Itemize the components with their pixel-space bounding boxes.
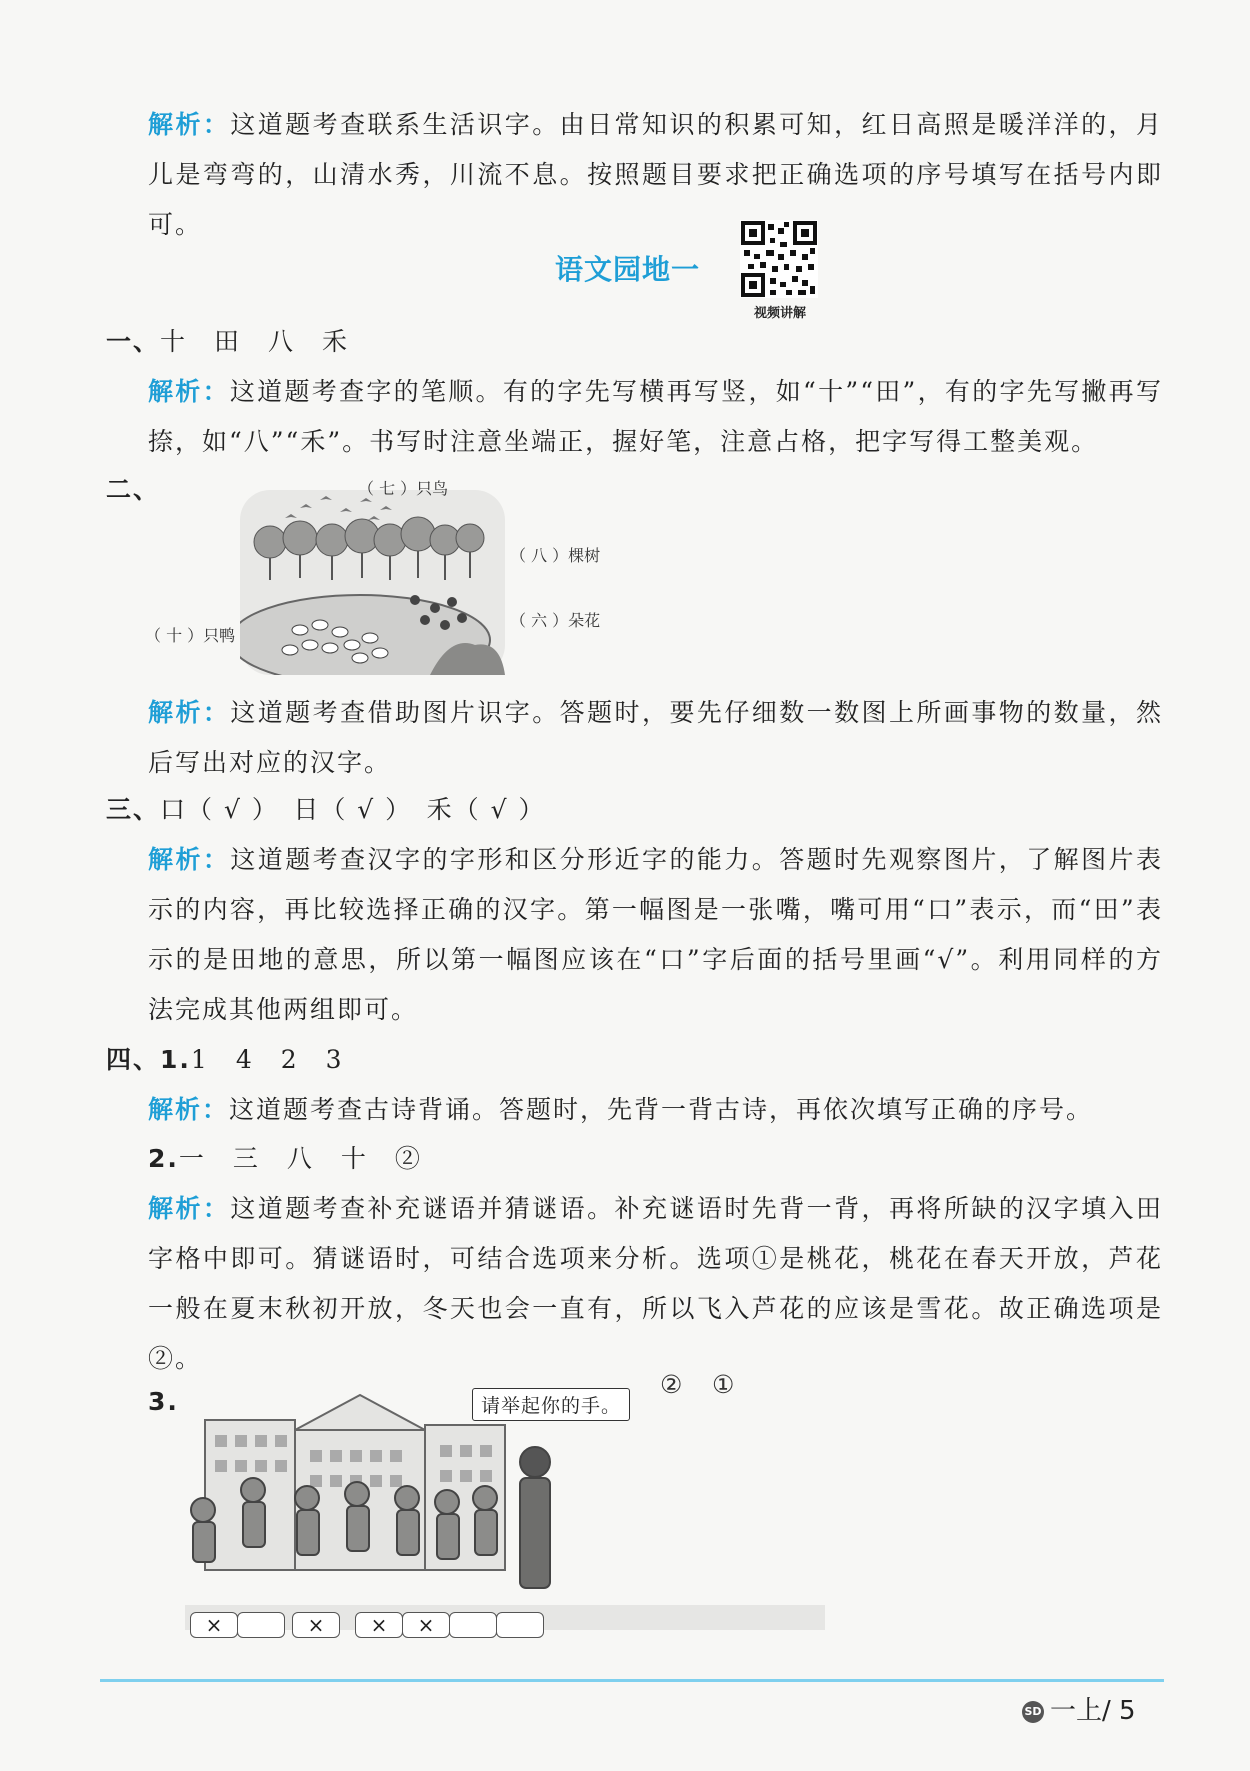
q4-sub1-analysis bbox=[148, 1085, 1163, 1135]
q2-analysis-text: 这道题考查借助图片识字。答题时，要先仔细数一数图上所画事物的数量，然后写出对应的汉字。 bbox=[148, 698, 1163, 777]
birds-count-label: （ 七 ）只鸟 bbox=[358, 479, 449, 498]
q4-sub2-number: 2. bbox=[148, 1144, 179, 1173]
sd-badge-icon: SD bbox=[1022, 1701, 1044, 1723]
q4-sub2-answer bbox=[148, 1139, 422, 1179]
circled-number-2: ② bbox=[660, 1370, 683, 1399]
q4-number: 四、 bbox=[106, 1045, 161, 1074]
intro-analysis bbox=[148, 100, 1163, 250]
answer-box[interactable] bbox=[449, 1612, 497, 1638]
answer-box[interactable] bbox=[496, 1612, 544, 1638]
page-number: 一上/ 5 bbox=[1050, 1696, 1136, 1726]
q1-analysis bbox=[148, 367, 1163, 467]
speech-bubble: 请举起你的手。 bbox=[472, 1388, 630, 1421]
q4-sub3-number-line bbox=[148, 1382, 179, 1422]
q3-answer-text: 口（ √ ） 日（ √ ） 禾（ √ ） bbox=[160, 795, 546, 824]
q4-sub1-number: 1. bbox=[160, 1045, 191, 1074]
q1-number: 一、 bbox=[106, 327, 161, 356]
trees-count-label: （ 八 ）棵树 bbox=[510, 546, 601, 565]
circled-number-1: ① bbox=[712, 1370, 735, 1399]
analysis-label: 解析： bbox=[148, 110, 231, 139]
park-scene-illustration bbox=[240, 490, 505, 675]
q4-sub2-answer-text: 一 三 八 十 ② bbox=[178, 1144, 422, 1173]
q2-analysis bbox=[148, 688, 1163, 788]
section-title: 语文园地一 bbox=[555, 253, 701, 286]
q1-answer bbox=[106, 322, 349, 362]
analysis-label: 解析： bbox=[148, 1095, 230, 1124]
q4-sub2-analysis-text: 这道题考查补充谜语并猜谜语。补充谜语时先背一背，再将所缺的汉字填入田字格中即可。猜谜语时，可结合选项来分析。选项①是桃花，桃花在春天开放，芦花一般在夏末秋初开放，冬天也会一直有，所以飞入芦花的应该是雪花。故正确选项是②。 bbox=[148, 1194, 1163, 1373]
q1-analysis-text: 这道题考查字的笔顺。有的字先写横再写竖，如“十”“田”，有的字先写撇再写捺，如“八”“禾”。书写时注意坐端正，握好笔，注意占格，把字写得工整美观。 bbox=[148, 377, 1163, 456]
q1-answer-text: 十 田 八 禾 bbox=[160, 327, 350, 356]
intro-analysis-text: 这道题考查联系生活识字。由日常知识的积累可知，红日高照是暖洋洋的，月儿是弯弯的，山清水秀，川流不息。按照题目要求把正确选项的序号填写在括号内即可。 bbox=[148, 110, 1163, 239]
q2-number: 二、 bbox=[106, 475, 161, 504]
answer-box[interactable]: × bbox=[190, 1612, 238, 1638]
q4-sub1-analysis-text: 这道题考查古诗背诵。答题时，先背一背古诗，再依次填写正确的序号。 bbox=[229, 1095, 1094, 1124]
classroom-scene-illustration bbox=[185, 1390, 825, 1630]
answer-box[interactable]: × bbox=[355, 1612, 403, 1638]
qr-code-icon[interactable] bbox=[740, 220, 818, 298]
q3-number: 三、 bbox=[106, 795, 161, 824]
q2-number-line bbox=[106, 470, 160, 510]
q3-analysis-text: 这道题考查汉字的字形和区分形近字的能力。答题时先观察图片，了解图片表示的内容，再比较选择正确的汉字。第一幅图是一张嘴，嘴可用“口”表示，而“田”表示的是田地的意思，所以第一幅图应该在“口”字后面的括号里画“√”。利用同样的方法完成其他两组即可。 bbox=[148, 845, 1163, 1024]
answer-box[interactable] bbox=[237, 1612, 285, 1638]
page-footer bbox=[1022, 1690, 1136, 1727]
answer-box[interactable]: × bbox=[402, 1612, 450, 1638]
q3-answer bbox=[106, 790, 546, 830]
teacher-figure bbox=[520, 1447, 550, 1588]
answer-box[interactable]: × bbox=[292, 1612, 340, 1638]
analysis-label: 解析： bbox=[148, 377, 230, 406]
footer-divider bbox=[100, 1679, 1164, 1682]
qr-caption: 视频讲解 bbox=[753, 306, 806, 321]
q4-sub1-answer bbox=[106, 1040, 344, 1080]
analysis-label: 解析： bbox=[148, 698, 231, 727]
analysis-label: 解析： bbox=[148, 1194, 231, 1223]
q3-analysis bbox=[148, 835, 1163, 1035]
q4-sub3-number: 3. bbox=[148, 1387, 179, 1416]
flowers-count-label: （ 六 ）朵花 bbox=[510, 611, 601, 630]
q4-sub2-analysis bbox=[148, 1184, 1163, 1384]
q4-sub1-answer-text: 1 4 2 3 bbox=[190, 1045, 344, 1074]
ducks-count-label: （ 十 ）只鸭 bbox=[145, 626, 236, 645]
analysis-label: 解析： bbox=[148, 845, 231, 874]
